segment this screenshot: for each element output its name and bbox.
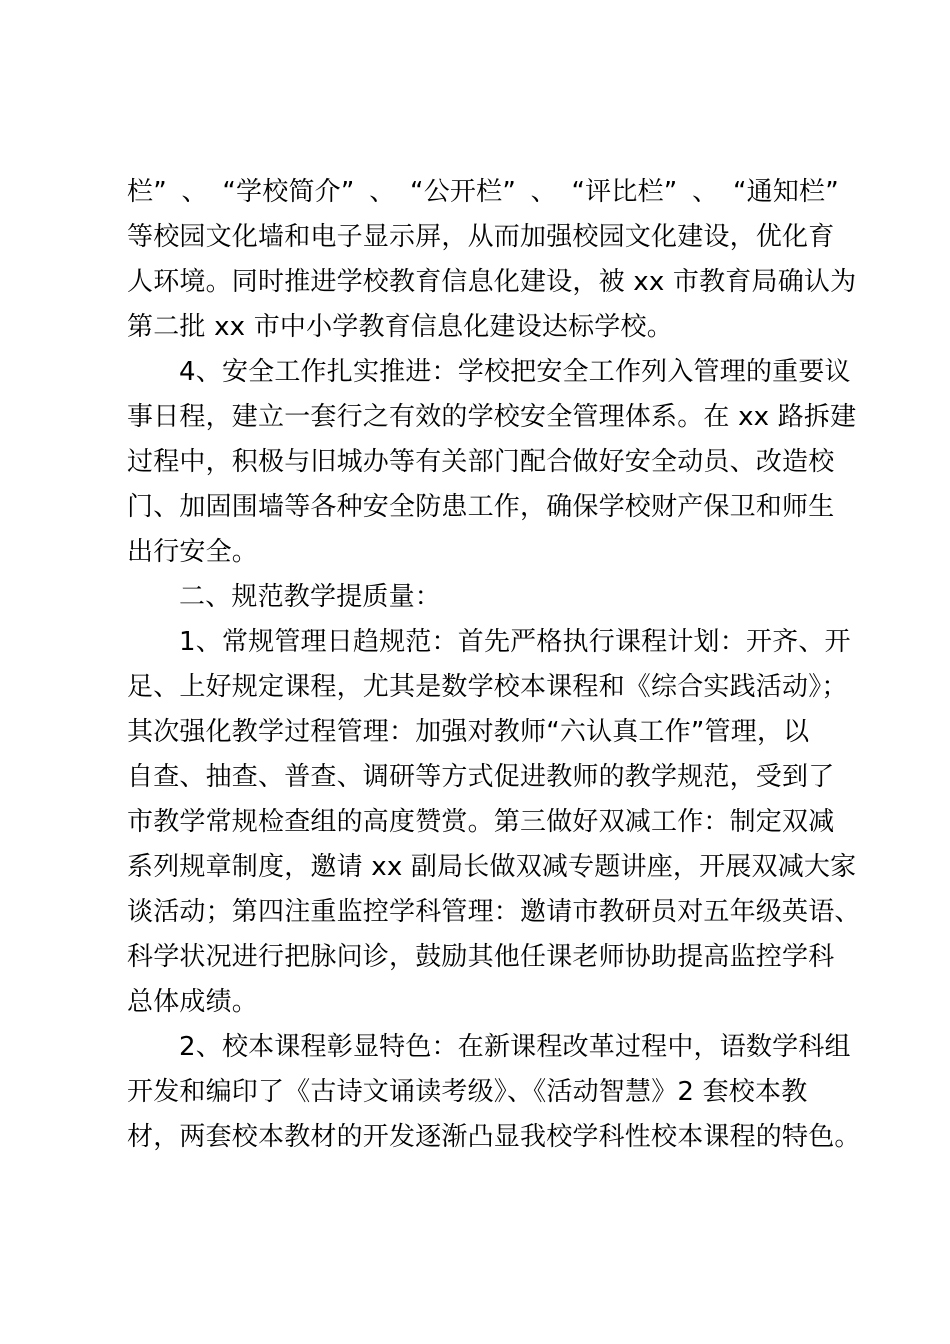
text-line: 等校园文化墙和电子显示屏，从而加强校园文化建设，优化育 bbox=[127, 222, 835, 252]
text-line: 自查、抽查、普查、调研等方式促进教师的教学规范，受到了 bbox=[127, 762, 835, 792]
text-line: 过程中，积极与旧城办等有关部门配合做好安全动员、改造校 bbox=[127, 447, 835, 477]
text-line: 系列规章制度，邀请 xx 副局长做双减专题讲座，开展双减大家 bbox=[127, 852, 857, 882]
paragraph-start-routine: 1、常规管理日趋规范：首先严格执行课程计划：开齐、开 bbox=[179, 627, 851, 657]
text-fragment: “通知栏” bbox=[732, 177, 839, 207]
text-line: 足、上好规定课程，尤其是数学校本课程和《综合实践活动》； bbox=[127, 672, 848, 702]
text-line: 市教学常规检查组的高度赞赏。第三做好双减工作：制定双减 bbox=[127, 807, 835, 837]
text-line: 科学状况进行把脉问诊，鼓励其他任课老师协助提高监控学科 bbox=[127, 942, 835, 972]
document-body bbox=[127, 170, 861, 1160]
text-fragment: 、 bbox=[692, 177, 719, 207]
paragraph-start-safety: 4、安全工作扎实推进：学校把安全工作列入管理的重要议 bbox=[179, 357, 851, 387]
text-line: 总体成绩。 bbox=[127, 987, 259, 1017]
text-line: 人环境。同时推进学校教育信息化建设，被 xx 市教育局确认为 bbox=[127, 267, 857, 297]
text-line: 开发和编印了《古诗文诵读考级》、《活动智慧》2 套校本教 bbox=[127, 1077, 808, 1107]
text-fragment: 、 bbox=[181, 177, 208, 207]
text-line: 出行安全。 bbox=[127, 537, 259, 567]
text-fragment: 栏” bbox=[127, 177, 167, 207]
text-fragment: “评比栏” bbox=[571, 177, 678, 207]
text-line: 其次强化教学过程管理：加强对教师“六认真工作”管理，以 bbox=[127, 717, 810, 747]
text-line: 谈活动；第四注重监控学科管理：邀请市教研员对五年级英语、 bbox=[127, 897, 861, 927]
text-line: 事日程，建立一套行之有效的学校安全管理体系。在 xx 路拆建 bbox=[127, 402, 857, 432]
text-fragment: 、 bbox=[530, 177, 557, 207]
text-fragment: 、 bbox=[369, 177, 396, 207]
section-heading: 二、规范教学提质量： bbox=[179, 582, 442, 612]
text-line-continuation bbox=[127, 170, 839, 215]
text-line: 材，两套校本教材的开发逐渐凸显我校学科性校本课程的特色。 bbox=[127, 1122, 861, 1152]
text-fragment: “学校简介” bbox=[222, 177, 355, 207]
paragraph-start-curriculum: 2、校本课程彰显特色：在新课程改革过程中，语数学科组 bbox=[179, 1032, 851, 1062]
text-line: 第二批 xx 市中小学教育信息化建设达标学校。 bbox=[127, 312, 673, 342]
text-fragment: “公开栏” bbox=[410, 177, 516, 207]
text-line: 门、加固围墙等各种安全防患工作，确保学校财产保卫和师生 bbox=[127, 492, 835, 522]
